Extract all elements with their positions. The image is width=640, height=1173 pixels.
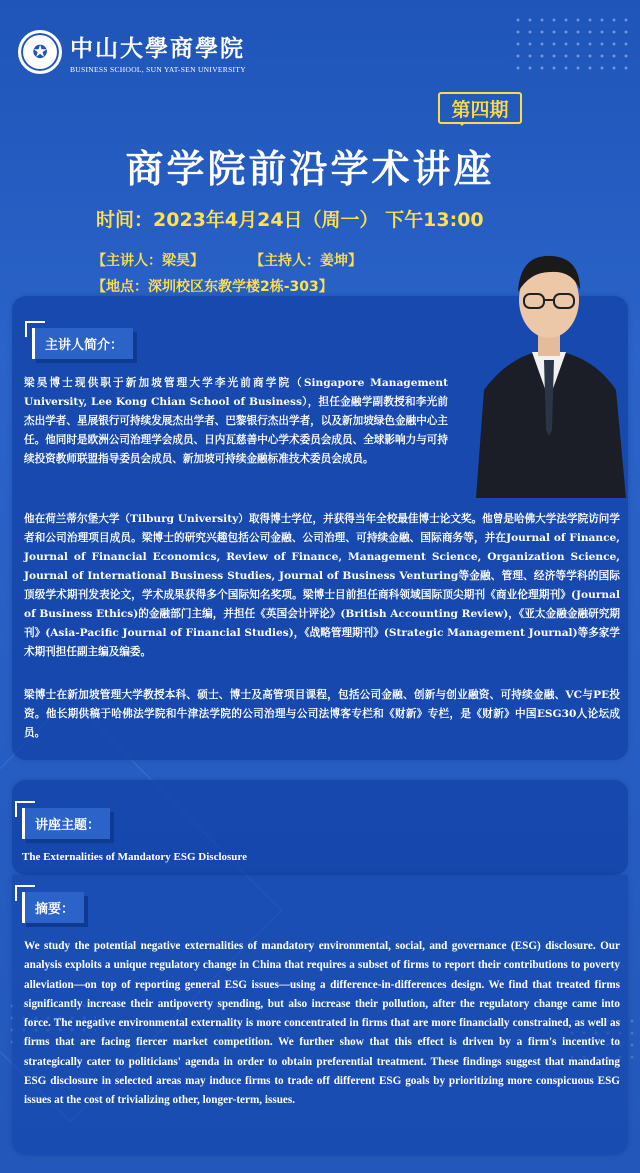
speaker-photo: [466, 240, 632, 498]
abstract-label: 摘要：: [22, 892, 84, 923]
lecture-topic: The Externalities of Mandatory ESG Disclosure: [22, 851, 247, 863]
issue-badge: 第四期: [438, 92, 522, 124]
school-name-cn: 中山大學商學院: [70, 35, 245, 62]
school-logo: [18, 30, 246, 74]
topic-label: 讲座主题：: [22, 808, 110, 839]
university-seal-icon: ✪: [18, 30, 62, 74]
event-time: 时间：2023年4月24日（周一） 下午13:00: [96, 209, 484, 231]
location-info: 【地点：深圳校区东教学楼2栋-303】: [92, 279, 333, 295]
bio-paragraph-3: 梁博士在新加坡管理大学教授本科、硕士、博士及高管项目课程，包括公司金融、创新与创业融资、可持续金融、VC与PE投资。他长期供稿于哈佛法学院和牛津法学院的公司治理与公司法博客专栏和《财新》专栏，是《财新》中国ESG30人论坛成员。: [24, 689, 620, 739]
speaker-info: 【主讲人：梁昊】: [92, 253, 204, 269]
bio-label: 主讲人简介：: [32, 328, 133, 359]
school-name-en: BUSINESS SCHOOL, SUN YAT-SEN UNIVERSITY: [70, 65, 246, 74]
bio-paragraph-2: 他在荷兰蒂尔堡大学（Tilburg University）取得博士学位，并获得当年全校最佳博士论文奖。他曾是哈佛大学法学院访问学者和公司治理项目成员。梁博士的研究兴趣包括公司金融、公司治理、可持续金融、国际商务等，并在Journal of Finance, Journal of Financial Economics, Review of Finance, Management Science, Organization Science, Journal of International Business Studies, Journal of Business Venturing等金融、管理、经济等学科的国际顶级学术期刊发表论文，学术成果获得多个国际知名奖项。梁博士目前担任商科领域国际顶尖期刊《商业伦理期刊》(Journal of Business Ethics)的金融部门主编，并担任《英国会计评论》(British Accounting Review)，《亚太金融金融研究期刊》(Asia-Pacific Journal of Financial Studies)，《战略管理期刊》(Strategic Management Journal)等多家学术期刊担任副主编及编委。: [24, 513, 620, 658]
decorative-dots: [512, 14, 632, 74]
page-title: 商学院前沿学术讲座: [125, 147, 495, 191]
bio-paragraph-1: 梁昊博士现供职于新加坡管理大学李光前商学院（Singapore Management University, Lee Kong Chian School of Business），担任金融学副教授和李光前杰出学者、星展银行可持续发展杰出学者、巴黎银行杰出学者，以及新加坡绿色金融中心主任。他同时是欧洲公司治理学会成员、日内瓦慈善中心学术委员会成员、全球影响力与可持续投资教师联盟指导委员会成员、新加坡可持续金融标准技术委员会成员。: [24, 377, 448, 465]
abstract-text: We study the potential negative externalities of mandatory environmental, social, and governance (ESG) disclosure. Our analysis exploits a unique regulatory change in China that requires a subset of firms to report their contributions to poverty alleviation—on top of reporting general ESG issues—using a difference-in-differences design. We find that treated firms significantly increase their antipoverty spending, but also increase their pollution, after the regulatory change came into force. The negative environmental externality is more concentrated in firms that are more financially constrained, as well as firms that are facing fiercer market competition. We further show that this effect is driven by a firm's incentive to strategically cater to politicians' agenda in order to obtain preferential treatment. These findings suggest that mandating ESG disclosure in selected areas may induce firms to trade off different ESG goals by prioritizing more conspicuous ESG issues at the cost of trivializing other, longer-term, issues.: [24, 940, 620, 1107]
host-info: 【主持人：姜坤】: [250, 253, 362, 269]
